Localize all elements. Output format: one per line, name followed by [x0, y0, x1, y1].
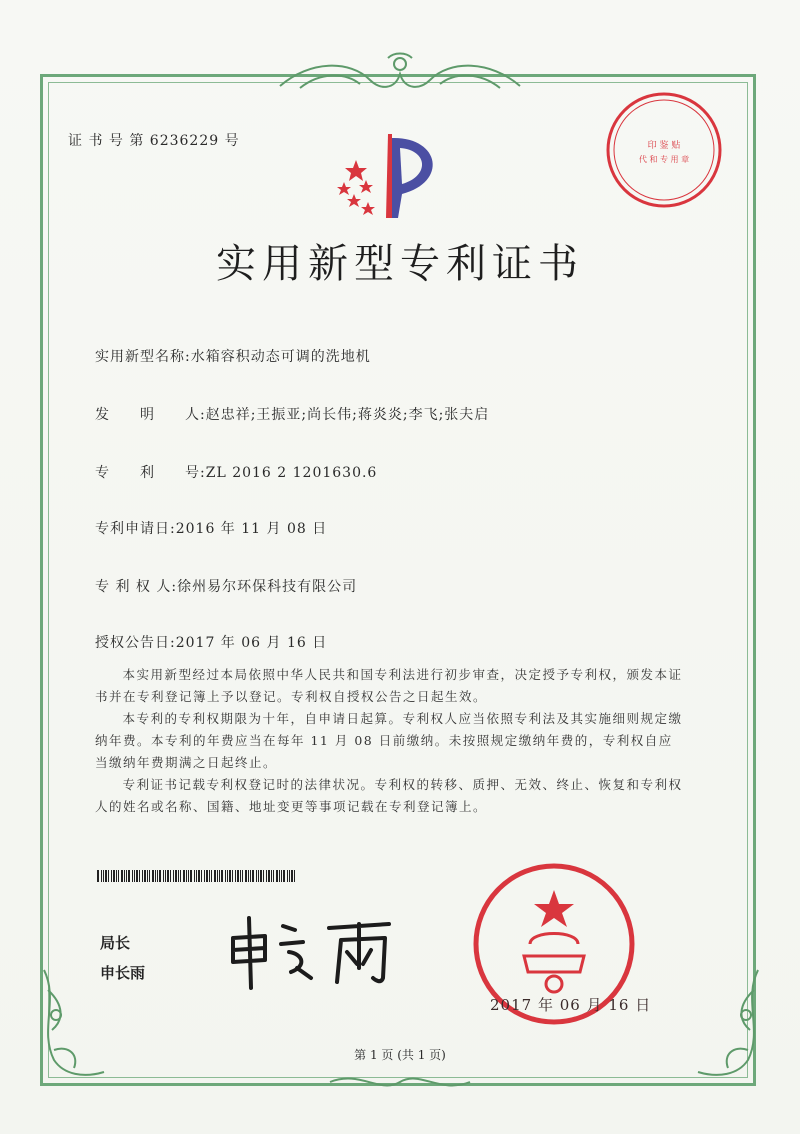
barcode-bar: [232, 870, 233, 882]
barcode-bar: [263, 870, 264, 882]
barcode-bar: [175, 870, 177, 882]
svg-text:代 和 专 用 章: 代 和 专 用 章: [638, 155, 690, 164]
barcode-bar: [105, 870, 107, 882]
barcode-bar: [209, 870, 210, 882]
body-paragraph: 专利证书记载专利权登记时的法律状况。专利权的转移、质押、无效、终止、恢复和专利权人的姓名或名称、国籍、地址变更等事项记载在专利登记簿上。: [95, 777, 683, 814]
barcode-bar: [198, 870, 200, 882]
barcode-bar: [111, 870, 112, 882]
barcode-bar: [248, 870, 249, 882]
certificate-number: 证 书 号 第 6236229 号: [68, 133, 240, 149]
barcode-bar: [173, 870, 174, 882]
barcode-bar: [281, 870, 282, 882]
barcode-bar: [237, 870, 239, 882]
filing-date-label: 专利申请日:: [95, 521, 176, 537]
patent-number-value: ZL 2016 2 1201630.6: [205, 465, 378, 481]
barcode-bar: [227, 870, 228, 882]
barcode-bar: [152, 870, 154, 882]
barcode-bar: [289, 870, 290, 882]
barcode-bar: [121, 870, 123, 882]
barcode-bar: [240, 870, 241, 882]
barcode-bar: [159, 870, 161, 882]
barcode-bar: [178, 870, 179, 882]
barcode-bar: [235, 870, 236, 882]
barcode-bar: [221, 870, 223, 882]
patentee-row: [95, 576, 357, 596]
barcode-bar: [229, 870, 231, 882]
svg-text:印 鉴 贴: 印 鉴 贴: [647, 141, 681, 151]
filing-date-row: [95, 518, 327, 538]
barcode-bar: [245, 870, 247, 882]
body-paragraph: 本专利的专利权期限为十年，自申请日起算。专利权人应当依照专利法及其实施细则规定缴纳年费。本专利的年费应当在每年 11 月 08 日前缴纳。未按照规定缴纳年费的，专利权自应当缴纳年费期满之日起终止。: [95, 711, 683, 770]
barcode-bar: [256, 870, 257, 882]
patent-number-row: [95, 462, 377, 482]
director-signature: [225, 908, 405, 994]
grant-date-value: 2017 年 06 月 16 日: [175, 635, 328, 651]
barcode-bar: [242, 870, 243, 882]
barcode-bar: [118, 870, 119, 882]
barcode-bar: [204, 870, 205, 882]
barcode-bar: [180, 870, 181, 882]
inventors-value: 赵忠祥;王振亚;尚长伟;蒋炎炎;李飞;张夫启: [205, 407, 490, 423]
barcode-bar: [170, 870, 171, 882]
top-right-seal: [600, 86, 728, 214]
patentee-label: 专 利 权 人:: [95, 579, 178, 595]
barcode-bar: [294, 870, 295, 882]
page-number: 第 1 页 (共 1 页): [354, 1048, 446, 1062]
barcode-bar: [271, 870, 272, 882]
grant-date-label: 授权公告日:: [95, 635, 176, 651]
barcode-bar: [124, 870, 125, 882]
barcode-bar: [190, 870, 192, 882]
barcode-bar: [139, 870, 140, 882]
barcode-bar: [144, 870, 146, 882]
barcode-bar: [113, 870, 115, 882]
filing-date-value: 2016 年 11 月 08 日: [175, 521, 328, 537]
barcode-bar: [252, 870, 254, 882]
barcode-bar: [214, 870, 216, 882]
barcode-bar: [196, 870, 197, 882]
utility-name-label: 实用新型名称:: [95, 349, 191, 365]
barcode-bar: [108, 870, 109, 882]
barcode-bar: [217, 870, 218, 882]
patentee-value: 徐州易尔环保科技有限公司: [177, 579, 358, 595]
bottom-ornament: [320, 1070, 480, 1094]
top-ornament: [270, 50, 530, 96]
body-paragraph: 本实用新型经过本局依照中华人民共和国专利法进行初步审查，决定授予专利权，颁发本证书并在专利登记簿上予以登记。专利权自授权公告之日起生效。: [95, 667, 683, 704]
barcode-bar: [186, 870, 187, 882]
barcode-bar: [116, 870, 117, 882]
barcode-bar: [258, 870, 259, 882]
barcode-bar: [291, 870, 293, 882]
barcode-bar: [188, 870, 189, 882]
bottom-right-ornament: [688, 960, 768, 1090]
barcode-bar: [103, 870, 104, 882]
director-title: 局长: [100, 934, 131, 952]
barcode-bar: [126, 870, 127, 882]
barcode-bar: [194, 870, 195, 882]
barcode-bar: [165, 870, 166, 882]
barcode-bar: [211, 870, 212, 882]
barcode-bar: [219, 870, 220, 882]
barcode-bar: [283, 870, 285, 882]
barcode-bar: [149, 870, 150, 882]
barcode-bar: [142, 870, 143, 882]
barcode-bar: [287, 870, 288, 882]
barcode-bar: [266, 870, 267, 882]
seal-date: 2017 年 06 月 16 日: [490, 996, 652, 1014]
barcode-bar: [260, 870, 262, 882]
cnipa-logo: [330, 130, 450, 222]
barcode-bar: [279, 870, 280, 882]
barcode-bar: [97, 870, 99, 882]
utility-name-value: 水箱容积动态可调的洗地机: [190, 349, 371, 365]
barcode-bar: [147, 870, 148, 882]
barcode-bar: [101, 870, 102, 882]
barcode-bar: [225, 870, 226, 882]
director-name: 申长雨: [100, 964, 146, 982]
inventors-label: 发 明 人:: [95, 407, 206, 423]
barcode-bar: [128, 870, 130, 882]
barcode-bar: [201, 870, 202, 882]
barcode-bar: [206, 870, 208, 882]
barcode-bar: [273, 870, 274, 882]
barcode-bar: [167, 870, 169, 882]
utility-name-row: [95, 346, 371, 366]
certificate-body: [95, 664, 685, 818]
barcode-bar: [183, 870, 185, 882]
barcode-bar: [157, 870, 158, 882]
barcode-bar: [136, 870, 138, 882]
certificate-title: 实用新型专利证书: [216, 241, 584, 287]
patent-number-label: 专 利 号:: [95, 465, 206, 481]
barcode-bar: [276, 870, 278, 882]
barcode-bar: [155, 870, 156, 882]
barcode-bar: [268, 870, 270, 882]
inventors-row: [95, 404, 489, 424]
barcode-bar: [163, 870, 164, 882]
grant-date-row: [95, 632, 327, 652]
barcode-bar: [132, 870, 133, 882]
barcode-bar: [134, 870, 135, 882]
barcode: [97, 870, 297, 882]
barcode-bar: [250, 870, 251, 882]
